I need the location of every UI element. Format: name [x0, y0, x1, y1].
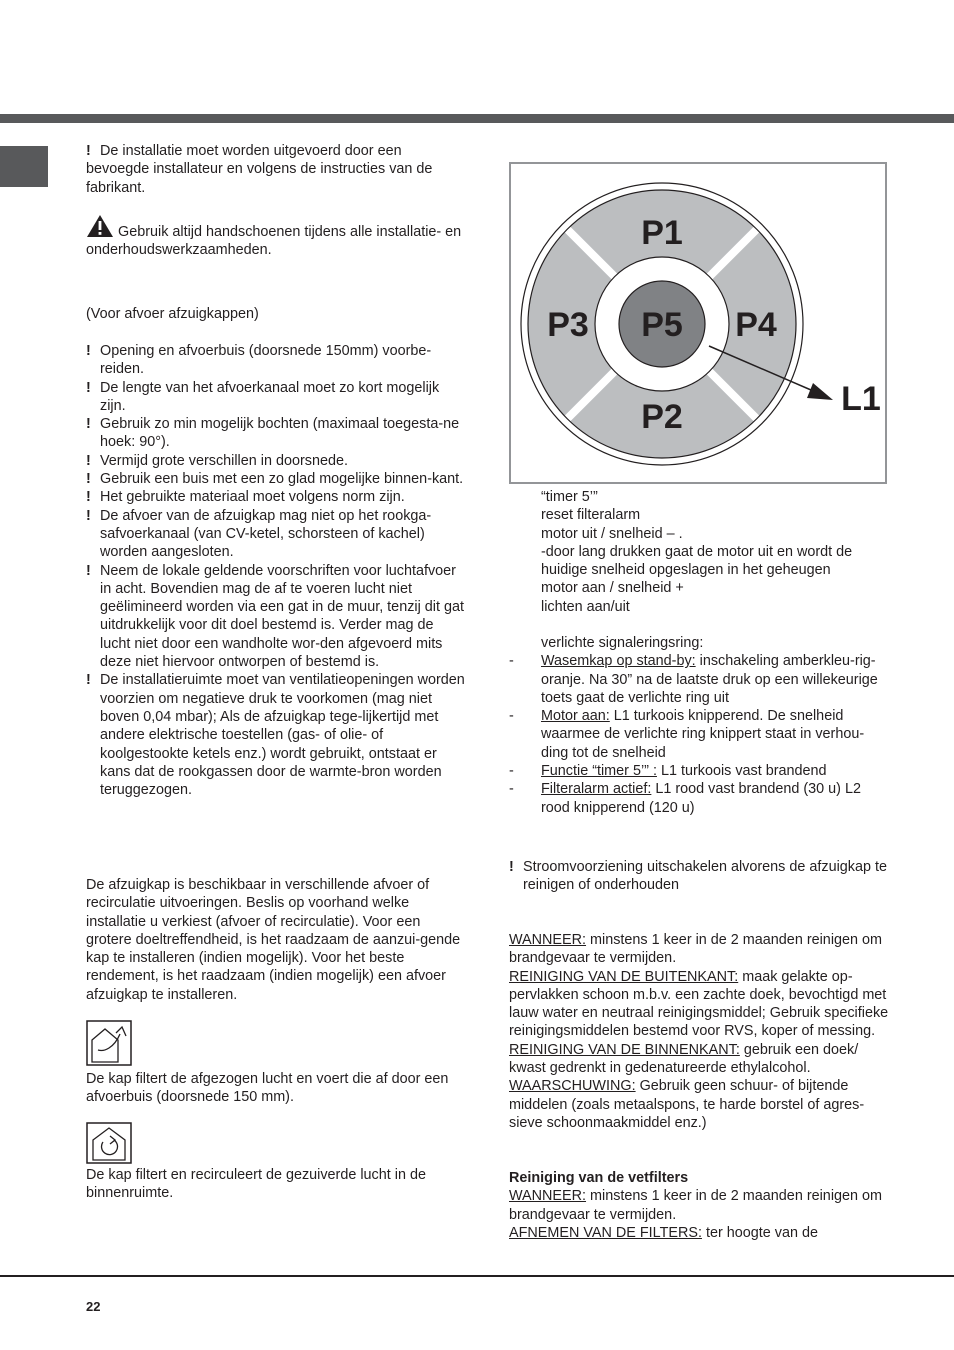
install-warning: ! De installatie moet worden uitgevoerd door een bevoegde installateur en volgens de instructies van de fabrikant. — [86, 143, 433, 196]
dash-marker: - — [509, 653, 514, 670]
requirement-item: ! Opening en afvoerbuis (doorsnede 150mm) voorbe-reiden. — [86, 343, 432, 378]
ring-section: verlichte signaleringsring: - Wasemkap op stand-by: inschakeling amberkleu-rig-oranje. Na 30” na de laatste druk op een willekeurige toets gaat de verlichte ring uit - Motor aan: L1 turkoois knipperend. De snelheid waarmee de verlichte ring knippert staat in verhou-ding tot de snelheid - Functie “timer 5’” : L1 turkoois vast brandend - Filteralarm actief: L1 rood vast brandend (30 u) L2 rood knipperend (120 u) — [509, 634, 891, 817]
ring-status-item: - Filteralarm actief: L1 rood vast brandend (30 u) L2 rood knipperend (120 u) — [509, 781, 861, 816]
button-function-line: reset filteralarm — [541, 507, 641, 524]
requirements-list — [86, 342, 466, 799]
ring-status-item: - Motor aan: L1 turkoois knipperend. De snelheid waarmee de verlichte ring knippert staat in verhou-ding tot de snelheid — [509, 708, 865, 761]
requirement-item: ! Neem de lokale geldende voorschriften voor luchtafvoer in acht. Bovendien mag de af te voeren lucht niet geëlimineerd worden via een gat in de muur, tenzij dit gat uitdrukkelijk voor dit doel bestemd is. Verder mag de lucht niet door een wandholte wor-den afgevoerd mits deze niet hiervoor ontworpen of bestemd is. — [86, 562, 464, 671]
l1-arrowhead — [807, 383, 833, 400]
power-warning: ! Stroomvoorziening uitschakelen alvorens de afzuigkap te reinigen of onderhouden — [509, 859, 887, 894]
exclamation-icon: ! — [86, 489, 91, 506]
versions-paragraph: De afzuigkap is beschikbaar in verschillende afvoer of recirculatie uitvoeringen. Beslis op voorhand welke installatie u verkiest (afvoer of recirculatie). Voor een grotere doeltreffendheid, is het raadzaam de aanzui-gende kap te installeren (indien mogelijk). Voor het beste rendement, is het raadzaam (indien mogelijk) een afvoer afzuigkap te installeren. — [86, 877, 461, 1003]
cleaning-item: WAARSCHUWING: Gebruik geen schuur- of bijtende middelen (zoals metaalspons, te harde borstel of agres-sieve schoonmaakmiddel enz.) — [509, 1078, 865, 1131]
control-panel-diagram — [509, 162, 887, 484]
cleaning-section — [509, 931, 891, 1132]
exclamation-icon: ! — [86, 379, 91, 396]
exclamation-icon: ! — [86, 507, 91, 524]
p1-label[interactable]: P1 — [641, 214, 683, 252]
cleaning-item: REINIGING VAN DE BINNENKANT: gebruik een doek/ kwast gedrenkt in gedenatureerde ethylalcohol. — [509, 1041, 859, 1077]
footer-rule — [0, 1275, 954, 1277]
afvoer-note: (Voor afvoer afzuigkappen) — [86, 306, 259, 322]
requirement-item: ! De afvoer van de afzuigkap mag niet op het rookga-safvoerkanaal (van CV-ketel, schorsteen of kachel) worden aangesloten. — [86, 507, 432, 561]
exclamation-icon: ! — [86, 471, 91, 488]
afvoer-kap-icon — [86, 1020, 132, 1066]
exclamation-icon: ! — [86, 452, 91, 469]
recirculatie-description: De kap filtert en recirculeert de gezuiverde lucht in de binnenruimte. — [86, 1167, 426, 1202]
button-functions — [509, 488, 891, 616]
requirement-item: ! Gebruik een buis met een zo glad mogelijke binnen-kant. — [86, 471, 464, 488]
cleaning-item: REINIGING VAN DE BUITENKANT: maak gelakte op-pervlakken schoon m.b.v. een zachte doek, bevochtigd met lauw water en neutraal reinigingsmiddel; Gebruik specifieke reinigingsmiddelen bestemd voor RVS, koper of messing. — [509, 968, 889, 1040]
recirculatie-kap-icon — [86, 1122, 132, 1164]
page-number: 22 — [86, 1299, 101, 1314]
filters-section — [509, 1169, 891, 1242]
dash-marker: - — [509, 763, 514, 780]
dash-marker: - — [509, 781, 514, 798]
requirement-item: ! De lengte van het afvoerkanaal moet zo kort mogelijk zijn. — [86, 379, 440, 414]
p4-label[interactable]: P4 — [735, 306, 777, 344]
exclamation-icon: ! — [86, 562, 91, 579]
filters-heading: Reiniging van de vetfilters — [509, 1170, 689, 1186]
afvoer-description: De kap filtert de afgezogen lucht en voert die af door een afvoerbuis (doorsnede 150 mm). — [86, 1071, 449, 1106]
exclamation-icon: ! — [509, 859, 514, 875]
ring-status-item: - Functie “timer 5’” : L1 turkoois vast brandend — [509, 763, 827, 780]
filters-item: AFNEMEN VAN DE FILTERS: ter hoogte van de — [509, 1224, 818, 1241]
requirement-item: ! Vermijd grote verschillen in doorsnede. — [86, 452, 348, 469]
exclamation-icon: ! — [86, 343, 91, 359]
requirement-item: ! De installatieruimte moet van ventilatieopeningen worden voorzien om negatieve druk te voorkomen (mag niet boven 0,04 mbar); Als de afzuigkap tege-lijkertijd met andere elektrische toestellen (gas- of olie- of koolgestookte ketels enz.) wordt gebruikt, ontstaat er kans dat de rookgassen door de warmte-bron worden teruggezogen. — [86, 672, 465, 799]
header-bar — [0, 114, 954, 123]
gloves-warning: Gebruik altijd handschoenen tijdens alle installatie- en onderhoudswerkzaamheden. — [86, 214, 466, 260]
requirement-item: ! Gebruik zo min mogelijk bochten (maximaal toegesta-ne hoek: 90°). — [86, 416, 460, 451]
button-function-line: -door lang drukken gaat de motor uit en wordt de huidige snelheid opgeslagen in het geheugen — [541, 543, 853, 579]
warning-triangle-icon — [86, 214, 114, 238]
button-function-line: motor aan / snelheid + — [541, 580, 684, 597]
section-tab — [0, 146, 48, 187]
p3-label[interactable]: P3 — [547, 306, 589, 344]
control-ring-svg — [511, 164, 885, 482]
p5-label: P5 — [641, 306, 683, 344]
exclamation-icon: ! — [86, 672, 91, 689]
filters-item: WANNEER: minstens 1 keer in de 2 maanden reinigen om brandgevaar te vermijden. — [509, 1188, 883, 1223]
cleaning-item: WANNEER: minstens 1 keer in de 2 maanden reinigen om brandgevaar te vermijden. — [509, 932, 883, 967]
ring-status-item: - Wasemkap op stand-by: inschakeling amberkleu-rig-oranje. Na 30” na de laatste druk op een willekeurige toets gaat de verlichte ring uit — [509, 653, 878, 706]
button-function-line: “timer 5’” — [541, 489, 598, 505]
l1-label: L1 — [841, 380, 881, 418]
exclamation-icon: ! — [86, 416, 91, 433]
p2-label[interactable]: P2 — [641, 398, 683, 436]
exclamation-icon: ! — [86, 143, 91, 159]
button-function-line: lichten aan/uit — [541, 598, 630, 615]
requirement-item: ! Het gebruikte materiaal moet volgens norm zijn. — [86, 489, 405, 506]
dash-marker: - — [509, 708, 514, 725]
button-function-line: motor uit / snelheid – . — [541, 525, 683, 542]
